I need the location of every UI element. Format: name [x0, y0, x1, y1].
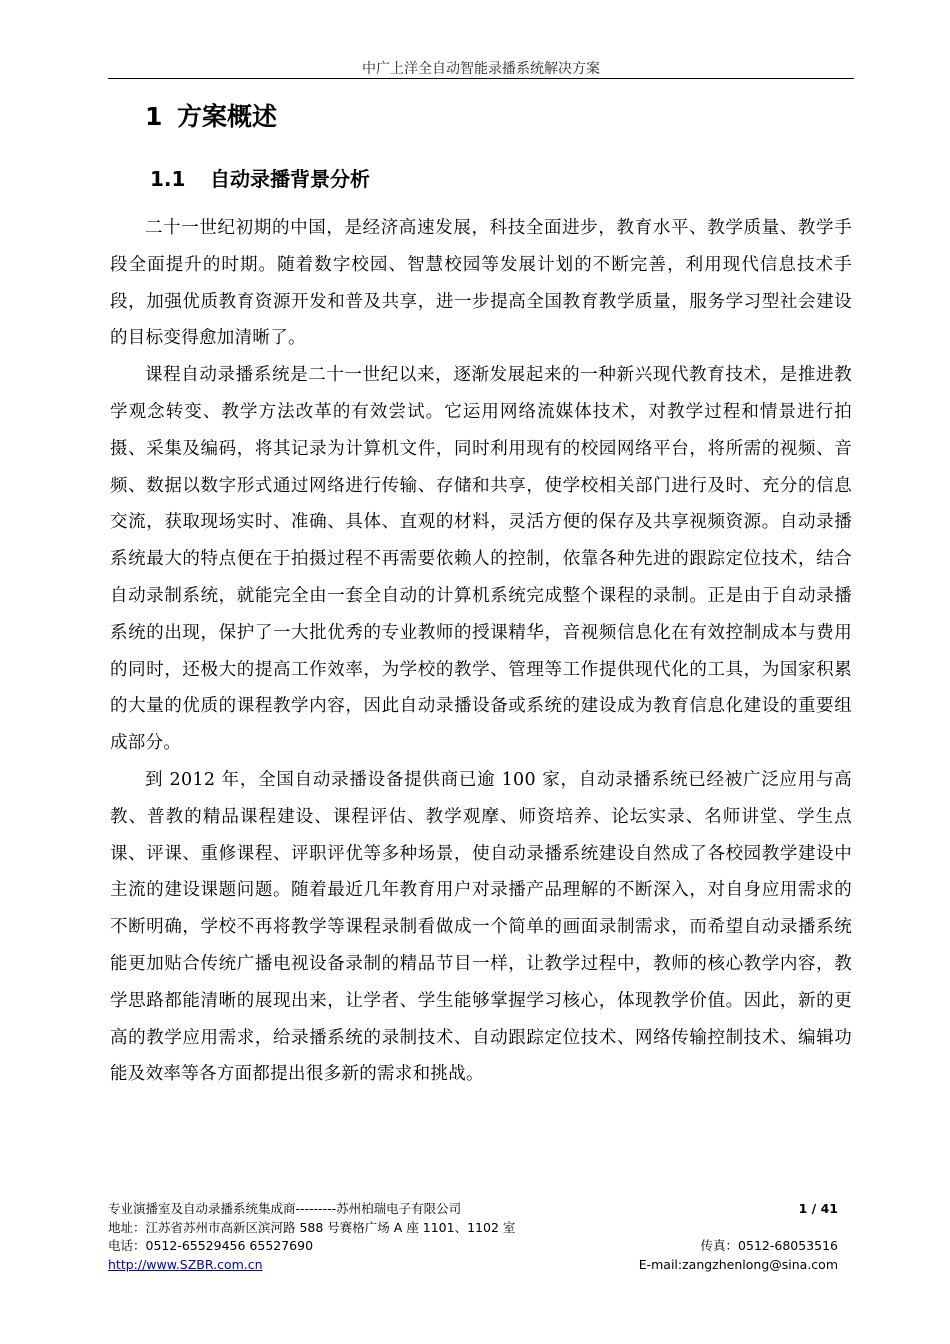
subsection-heading: [150, 163, 370, 192]
section-title: 方案概述: [177, 102, 278, 131]
subsection-number: 1.1: [150, 167, 186, 191]
paragraph-3: 到 2012 年，全国自动录播设备提供商已逾 100 家，自动录播系统已经被广泛应用与高教、普教的精品课程建设、课程评估、教学观摩、师资培养、论坛实录、名师讲堂、学生点课、评课、重修课程、评职评优等多种场景，使自动录播系统建设自然成了各校园教学建设中主流的建设课题问题。随着最近几年教育用户对录播产品理解的不断深入，对自身应用需求的不断明确，学校不再将教学等课程录制看做成一个简单的画面录制需求，而希望自动录播系统能更加贴合传统广播电视设备录制的精品节目一样，让教学过程中，教师的核心教学内容，教学思路都能清晰的展现出来，让学者、学生能够掌握学习核心，体现教学价值。因此，新的更高的教学应用需求，给录播系统的录制技术、自动跟踪定位技术、网络传输控制技术、编辑功能及效率等各方面都提出很多新的需求和挑战。: [110, 769, 852, 1085]
paragraph-1: 二十一世纪初期的中国，是经济高速发展，科技全面进步，教育水平、教学质量、教学手段全面提升的时期。随着数字校园、智慧校园等发展计划的不断完善，利用现代信息技术手段，加强优质教育资源开发和普及共享，进一步提高全国教育教学质量，服务学习型社会建设的目标变得愈加清晰了。: [110, 218, 852, 349]
running-header: 中广上洋全自动智能录播系统解决方案: [362, 61, 600, 77]
page-number: 1 / 41: [798, 1201, 838, 1216]
footer-phone: 电话：0512-65529456 65527690: [108, 1238, 314, 1253]
subsection-title: 自动录播背景分析: [210, 167, 370, 191]
header-rule: [108, 78, 854, 79]
footer-email: E-mail:zangzhenlong@sina.com: [638, 1256, 838, 1272]
section-number: 1: [145, 102, 163, 131]
body-text: [110, 210, 852, 1093]
footer-address: 地址：江苏省苏州市高新区滨河路 588 号赛格广场 A 座 1101、1102 室: [108, 1219, 516, 1235]
footer-fax: 传真：0512-68053516: [700, 1238, 838, 1253]
paragraph-2: 课程自动录播系统是二十一世纪以来，逐渐发展起来的一种新兴现代教育技术，是推进教学观念转变、教学方法改革的有效尝试。它运用网络流媒体技术，对教学过程和情景进行拍摄、采集及编码，将其记录为计算机文件，同时利用现有的校园网络平台，将所需的视频、音频、数据以数字形式通过网络进行传输、存储和共享，使学校相关部门进行及时、充分的信息交流，获取现场实时、准确、具体、直观的材料，灵活方便的保存及共享视频资源。自动录播系统最大的特点便在于拍摄过程不再需要依赖人的控制，依靠各种先进的跟踪定位技术，结合自动录制系统，就能完全由一套全自动的计算机系统完成整个课程的录制。正是由于自动录播系统的出现，保护了一大批优秀的专业教师的授课精华，音视频信息化在有效控制成本与费用的同时，还极大的提高工作效率，为学校的教学、管理等工作提供现代化的工具，为国家积累的大量的优质的课程教学内容，因此自动录播设备或系统的建设成为教育信息化建设的重要组成部分。: [110, 365, 852, 754]
section-heading: [145, 97, 277, 133]
page-footer: [108, 1200, 838, 1274]
footer-website-link[interactable]: http://www.SZBR.com.cn: [108, 1256, 263, 1272]
footer-company: 专业演播室及自动录播系统集成商---------苏州柏瑞电子有限公司: [108, 1201, 462, 1216]
